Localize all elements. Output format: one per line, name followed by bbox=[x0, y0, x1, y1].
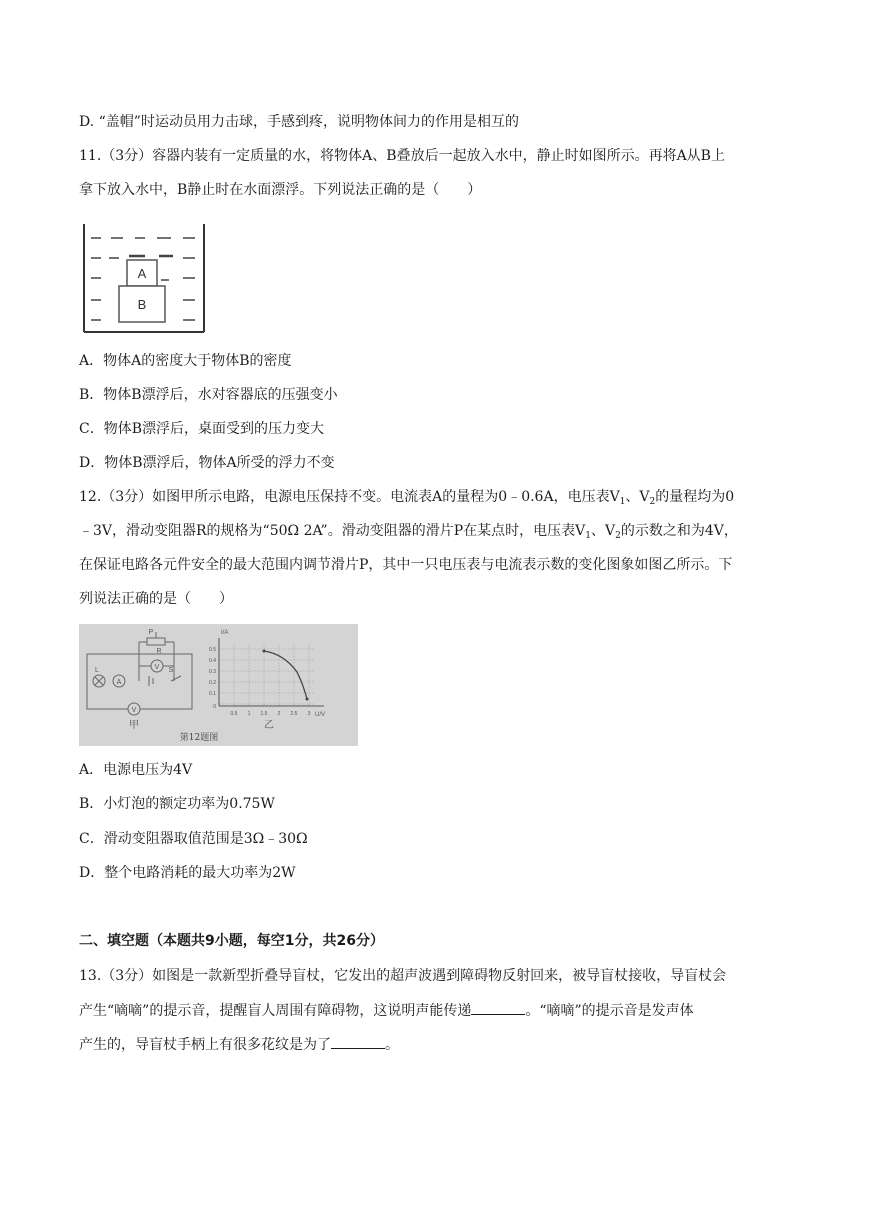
q11-option-a: A．物体A的密度大于物体B的密度 bbox=[79, 353, 292, 369]
q13-line2-b: 。“嘀嘀”的提示音是发声体 bbox=[525, 1003, 694, 1019]
q11-option-c: C．物体B漂浮后，桌面受到的压力变大 bbox=[79, 421, 324, 437]
q13-line3-b: 。 bbox=[385, 1037, 399, 1053]
section-heading: 二、填空题（本题共9小题，每空1分，共26分） bbox=[79, 933, 384, 949]
x-tick: 3 bbox=[307, 711, 311, 717]
label-v-top: V bbox=[154, 664, 160, 671]
x-tick: 2.5 bbox=[290, 711, 298, 717]
q11-option-d: D．物体B漂浮后，物体A所受的浮力不变 bbox=[79, 455, 335, 471]
q13-line1: 13.（3分）如图是一款新型折叠导盲杖，它发出的超声波遇到障碍物反射回来，被导盲杖接收，导盲杖会 bbox=[79, 968, 727, 984]
q10-option-d: D. “盖帽”时运动员用力击球，手感到疼，说明物体间力的作用是相互的 bbox=[79, 114, 519, 130]
q12-stem-line1-a: 12.（3分）如图甲所示电路，电源电压保持不变。电流表A的量程为0﹣0.6A，电压表V bbox=[79, 489, 620, 505]
label-v-bottom: V bbox=[131, 707, 137, 714]
label-r: R bbox=[156, 648, 162, 655]
q12-option-c: C．滑动变阻器取值范围是3Ω﹣30Ω bbox=[79, 831, 308, 847]
label-p: P bbox=[148, 629, 154, 636]
q12-stem-line4: 列说法正确的是（ ） bbox=[79, 591, 233, 607]
y-tick: 0.2 bbox=[209, 680, 216, 686]
curve-end-point bbox=[306, 698, 309, 701]
q13-line3-a: 产生的，导盲杖手柄上有很多花纹是为了 bbox=[79, 1037, 331, 1053]
circuit-caption: 甲 bbox=[129, 720, 139, 731]
y-tick: 0.5 bbox=[209, 647, 216, 653]
y-tick: 0 bbox=[213, 704, 216, 710]
figure-caption: 第12题图 bbox=[179, 733, 219, 743]
label-a: A bbox=[116, 679, 122, 686]
q13-line2-a: 产生“嘀嘀”的提示音，提醒盲人周围有障碍物，这说明声能传递 bbox=[79, 1003, 472, 1019]
y-tick: 0.4 bbox=[209, 658, 216, 664]
q11-container-figure bbox=[79, 222, 209, 337]
x-tick: 0.5 bbox=[230, 711, 238, 717]
subscript-1: 1 bbox=[585, 531, 591, 541]
q11-stem-line1: 11.（3分）容器内装有一定质量的水，将物体A、B叠放后一起放入水中，静止时如图所示。再将A从B上 bbox=[79, 148, 725, 164]
answer-blank[interactable] bbox=[331, 1034, 385, 1049]
q12-stem-line1-b: 、V bbox=[625, 489, 650, 505]
q11-stem-line2: 拿下放入水中，B静止时在水面漂浮。下列说法正确的是（ ） bbox=[79, 182, 482, 198]
x-tick: 1.5 bbox=[260, 711, 268, 717]
y-axis-label: I/A bbox=[221, 630, 229, 636]
q12-option-a: A．电源电压为4V bbox=[79, 762, 193, 778]
graph-caption: 乙 bbox=[264, 720, 274, 731]
label-l: L bbox=[95, 667, 99, 674]
q12-stem-line2-b: 、V bbox=[590, 523, 616, 539]
q12-stem-line1-c: 的量程均为0 bbox=[655, 489, 735, 505]
subscript-2: 2 bbox=[615, 531, 621, 541]
label-s: S bbox=[168, 667, 174, 674]
q12-stem-line2 bbox=[79, 521, 738, 546]
subscript-2: 2 bbox=[649, 497, 656, 507]
q12-option-b: B．小灯泡的额定功率为0.75W bbox=[79, 796, 275, 812]
q12-stem-line2-a: ﹣3V，滑动变阻器R的规格为“50Ω 2A”。滑动变阻器的滑片P在某点时，电压表V bbox=[79, 523, 586, 539]
q12-stem-line2-c: 的示数之和为4V， bbox=[620, 523, 738, 539]
block-a-label: A bbox=[137, 266, 147, 281]
x-tick: 1 bbox=[247, 711, 251, 717]
q13-line3 bbox=[79, 1034, 399, 1055]
y-tick: 0.1 bbox=[209, 691, 216, 697]
q11-option-b: B．物体B漂浮后，水对容器底的压强变小 bbox=[79, 387, 338, 403]
q12-option-d: D．整个电路消耗的最大功率为2W bbox=[79, 865, 296, 881]
y-tick: 0.3 bbox=[209, 669, 216, 675]
curve-start-point bbox=[263, 650, 266, 653]
x-axis-label: U/V bbox=[315, 712, 326, 718]
q12-stem-line1 bbox=[79, 487, 734, 512]
subscript-1: 1 bbox=[619, 497, 626, 507]
q12-circuit-and-graph-figure bbox=[79, 624, 358, 746]
q13-line2 bbox=[79, 1000, 694, 1021]
x-tick: 2 bbox=[277, 711, 281, 717]
block-b-label: B bbox=[137, 297, 147, 312]
answer-blank[interactable] bbox=[471, 1000, 525, 1015]
q12-stem-line3: 在保证电路各元件安全的最大范围内调节滑片P，其中一只电压表与电流表示数的变化图象如图乙所示。下 bbox=[79, 557, 733, 573]
